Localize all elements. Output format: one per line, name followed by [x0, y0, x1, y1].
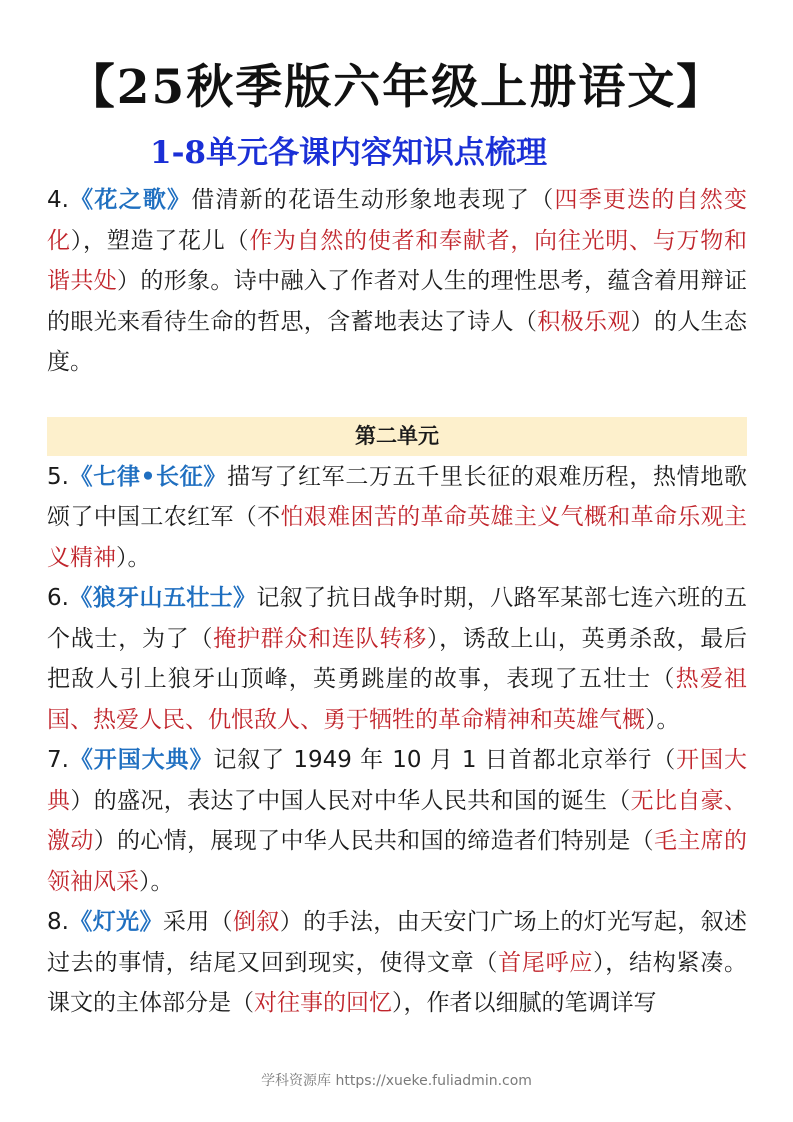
lesson-title: 《狼牙山五壮士》	[68, 585, 257, 611]
body-text: 借清新的花语生动形象地表现了（	[191, 187, 555, 213]
item-number: 5.	[47, 463, 69, 490]
key-point: 对往事的回忆	[254, 990, 392, 1016]
knowledge-paragraph	[47, 180, 747, 383]
body-text: 记叙了 1949 年 10 月 1 日首都北京举行（	[213, 747, 677, 773]
key-point: 四季更迭的自然变化	[47, 187, 748, 254]
body-text: 描写了红军二万五千里长征的艰难历程，热情地歌颂了中国工农红军（不	[47, 463, 748, 530]
key-point: 热爱祖国、热爱人民、仇恨敌人、勇于牺牲的革命精神和英雄气概	[47, 666, 748, 733]
body-text: ），塑造了花儿（	[70, 227, 250, 254]
body-text: ）的形象。诗中融入了作者对人生的理性思考，蕴含着用辩证的眼光来看待生命的哲思，含蓄地表达了诗人（	[47, 268, 748, 335]
body-text: ）的人生态度。	[47, 308, 748, 375]
key-point: 积极乐观	[537, 308, 631, 335]
lesson-title: 《开国大典》	[68, 747, 214, 773]
unit-two-paragraphs	[47, 457, 747, 1024]
key-point: 倒叙	[233, 909, 280, 935]
page-subtitle: 1-8单元各课内容知识点梳理	[150, 135, 548, 171]
body-text: ），诱敌上山，英勇杀敌，最后把敌人引上狼牙山顶峰，英勇跳崖的故事，表现了五壮士（	[47, 625, 748, 692]
body-text: ）。	[645, 706, 680, 733]
page-title: 【25秋季版六年级上册语文】	[67, 60, 726, 115]
lesson-title: 《七律•长征》	[68, 463, 227, 490]
body-text: 记叙了抗日战争时期，八路军某部七连六班的五个战士，为了（	[47, 585, 748, 652]
body-text: ）的心情，展现了中华人民共和国的缔造者们特别是（	[93, 828, 654, 854]
knowledge-paragraph	[47, 902, 747, 1024]
body-text: ）。	[116, 544, 151, 571]
knowledge-paragraph	[47, 740, 747, 902]
key-point: 怕艰难困苦的革命英雄主义气概和革命乐观主义精神	[47, 504, 748, 571]
knowledge-paragraph	[47, 578, 747, 740]
item-number: 8.	[47, 909, 69, 935]
key-point: 毛主席的领袖风采	[47, 828, 748, 895]
body-text: ），结构紧凑。课文的主体部分是（	[47, 949, 748, 1016]
body-text: 采用（	[162, 909, 234, 935]
key-point: 开国大典	[47, 747, 747, 814]
unit-heading: 第二单元	[47, 417, 747, 456]
knowledge-paragraph	[47, 457, 747, 579]
item-number: 4.	[47, 187, 69, 213]
footer-source: 学科资源库 https://xueke.fuliadmin.com	[261, 1073, 532, 1089]
key-point: 掩护群众和连队转移	[213, 625, 427, 652]
item-number: 6.	[47, 585, 69, 611]
lesson-title: 《花之歌》	[68, 187, 192, 213]
unit-one-paragraphs	[47, 180, 747, 383]
key-point: 作为自然的使者和奉献者，向往光明、与万物和谐共处	[47, 227, 748, 294]
lesson-title: 《灯光》	[68, 909, 163, 935]
key-point: 无比自豪、激动	[47, 787, 748, 854]
body-text: ）的盛况，表达了中国人民对中华人民共和国的诞生（	[70, 787, 631, 814]
item-number: 7.	[47, 747, 69, 773]
body-text: ）的手法，由天安门广场上的灯光写起，叙述过去的事情，结尾又回到现实，使得文章（	[47, 909, 748, 976]
body-text: ）。	[139, 868, 174, 895]
body-text: ），作者以细腻的笔调详写	[392, 990, 657, 1016]
content-body	[47, 180, 747, 1024]
key-point: 首尾呼应	[498, 949, 594, 976]
